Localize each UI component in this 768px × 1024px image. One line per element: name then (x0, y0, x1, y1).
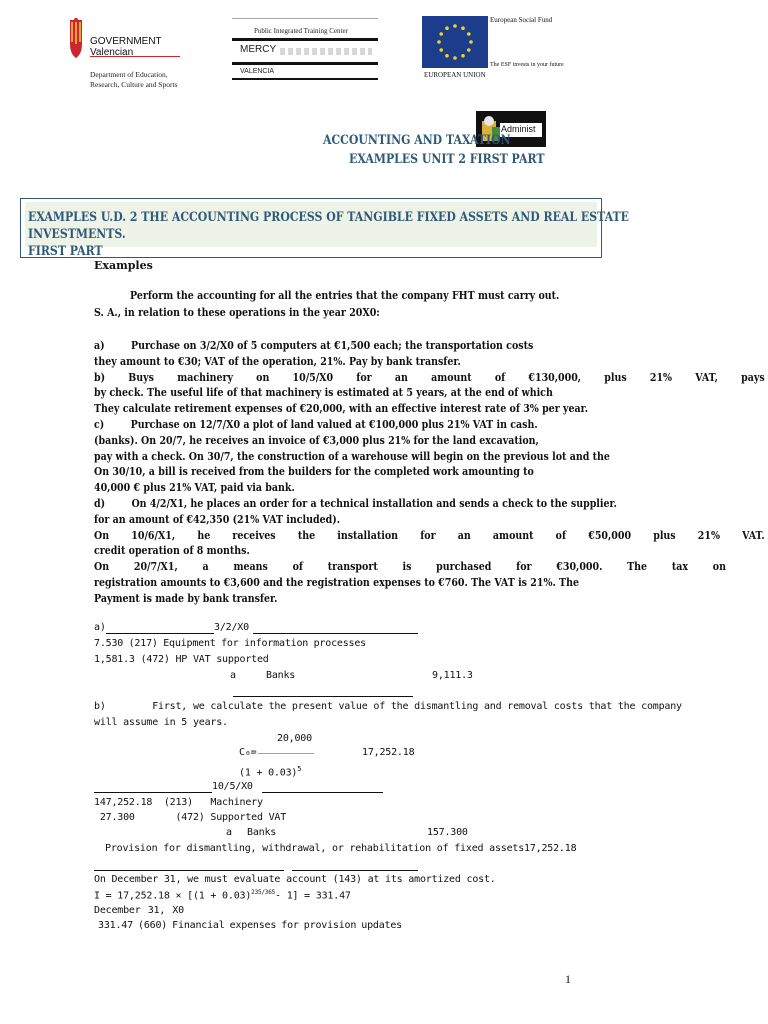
word: for (356, 370, 372, 384)
item-on1-line1 (94, 528, 765, 544)
word: 331.47 (98, 920, 133, 931)
item-c-line3: pay with a check. On 30/7, the construction of a warehouse will begin on the previous lot and the (94, 449, 610, 463)
word: b) (94, 370, 106, 384)
word: transport (327, 560, 378, 574)
word: of (555, 528, 567, 542)
journal-line (94, 792, 212, 793)
formula-c0: C₀= (239, 747, 257, 758)
word: VAT, (695, 370, 718, 384)
journal-line (106, 633, 214, 634)
entry-b-row3-a: a (226, 827, 232, 838)
entry-b-row3-amount: 157.300 (427, 827, 468, 838)
word: processes (313, 638, 366, 649)
word: expenses (229, 920, 277, 931)
entry-b-row3-account: Banks (247, 827, 277, 838)
eu-label: EUROPEAN UNION (424, 71, 486, 79)
entry-a-row1 (94, 638, 366, 649)
formula-numerator: 20,000 (277, 733, 312, 744)
document-subtitle: EXAMPLES UNIT 2 FIRST PART (349, 152, 545, 167)
solution-a-date: 3/2/X0 (214, 622, 249, 633)
item-a-line2: they amount to €30; VAT of the operation, 21%. Pay by bank transfer. (94, 354, 461, 368)
entry-a-row3-a: a (230, 670, 236, 681)
item-b-line3: They calculate retirement expenses of €20,000, with an effective interest rate of 3% per year. (94, 402, 589, 416)
word: plus (653, 528, 676, 542)
word: 21% (697, 528, 720, 542)
esf-label: European Social Fund (490, 16, 553, 24)
word: 10/5/X0 (292, 370, 334, 384)
formula-value: 17,252.18 (362, 747, 415, 758)
item-on2-line1 (94, 559, 726, 575)
entry-b-row4-amount: 17,252.18 (524, 843, 577, 854)
word: 20/7/X1, (133, 560, 178, 574)
word: an (394, 370, 408, 384)
interest-formula-result: - 1] = 331.47 (275, 890, 351, 902)
december-date (94, 905, 184, 916)
word: information (244, 638, 309, 649)
word: (217) (128, 638, 158, 649)
training-center-logo (232, 18, 378, 80)
december-text: On December 31, we must evaluate account (143) at its amortized cost. (94, 874, 496, 885)
word: a (202, 560, 209, 574)
word: 21% (649, 370, 673, 384)
word: the (297, 528, 316, 542)
word: on (712, 560, 726, 574)
word: amount (431, 370, 472, 384)
generalitat-logo (66, 18, 186, 96)
entry-final-row (98, 920, 402, 931)
solution-b-text1: b) First, we calculate the present value of the dismantling and removal costs that the company (94, 701, 682, 712)
word: plus (604, 370, 627, 384)
formula-dots: ........................................................ (258, 750, 314, 756)
word: purchased (436, 560, 492, 574)
word: amount (492, 528, 534, 542)
formula-denominator-base: (1 + 0.03) (239, 767, 298, 779)
item-b-line1 (94, 370, 765, 386)
word: €30,000. (556, 560, 603, 574)
word: for (221, 638, 239, 649)
word: of (494, 370, 506, 384)
word: 7.530 (94, 638, 124, 649)
item-b-line2: by check. The useful life of that machinery is estimated at 5 years, at the end of which (94, 386, 553, 400)
word: for (516, 560, 532, 574)
journal-line (262, 792, 383, 793)
section-title-line2: FIRST PART (28, 244, 103, 259)
entry-a-row3-account: Banks (266, 670, 296, 681)
journal-line (253, 633, 418, 634)
word: Financial (172, 920, 225, 931)
word: €50,000 (588, 528, 632, 542)
solution-b-text2: will assume in 5 years. (94, 717, 228, 728)
solution-a-label: a) (94, 622, 106, 633)
interest-exponent: 235/365 (251, 889, 276, 896)
item-on1-line2: credit operation of 8 months. (94, 544, 250, 558)
word: provision (303, 920, 357, 931)
item-a-line1: a) Purchase on 3/2/X0 of 5 computers at €1,500 each; the transportation costs (94, 339, 534, 352)
word: December (94, 905, 141, 916)
item-c-line1: c) Purchase on 12/7/X0 a plot of land valued at €100,000 plus 21% VAT in cash. (94, 417, 538, 431)
training-center-title: Public Integrated Training Center (254, 27, 348, 35)
entry-b-row4: Provision for dismantling, withdrawal, or rehabilitation of fixed assets (105, 843, 525, 854)
word: Equipment (163, 638, 216, 649)
entry-a-row2: 1,581.3 (472) HP VAT supported (94, 654, 269, 665)
formula-denominator (239, 765, 301, 778)
name-stripe (280, 48, 372, 55)
word: 10/6/X1, (131, 528, 176, 542)
word: Buys (128, 370, 154, 384)
entry-a-row3-amount: 9,111.3 (432, 670, 473, 681)
training-center-name: MERCY (240, 44, 277, 55)
intro-line1: Perform the accounting for all the entries that the company FHT must carry out. (130, 289, 560, 302)
word: tax (671, 560, 688, 574)
item-on2-line3: Payment is made by bank transfer. (94, 591, 278, 605)
esf-tagline: The ESF invests in your future (490, 62, 564, 68)
gov-line1: GOVERNMENT (90, 36, 162, 47)
word: X0 (172, 905, 184, 916)
item-on2-line2: registration amounts to €3,600 and the registration expenses to €760. The VAT is 21%. The (94, 575, 579, 589)
training-center-city: VALENCIA (240, 68, 275, 75)
document-title: ACCOUNTING AND TAXATION (323, 133, 511, 148)
word: (660) (138, 920, 168, 931)
word: he (197, 528, 211, 542)
item-d-line2: for an amount of €42,350 (21% VAT included). (94, 512, 340, 526)
coat-of-arms-icon (66, 18, 86, 64)
word: receives (232, 528, 276, 542)
word: machinery (177, 370, 233, 384)
entry-b-row2: 27.300 (472) Supported VAT (94, 812, 287, 823)
eu-flag-icon (422, 16, 488, 68)
entry-b-row1: 147,252.18 (213) Machinery (94, 797, 263, 808)
section-title-line1: EXAMPLES U.D. 2 THE ACCOUNTING PROCESS OF TANGIBLE FIXED ASSETS AND REAL ESTATE INVESTMENTS. (28, 210, 629, 242)
section-title (28, 209, 683, 260)
word: The (627, 560, 648, 574)
word: pays (741, 370, 765, 384)
word: on (256, 370, 270, 384)
page-number: 1 (565, 972, 571, 986)
word: means (233, 560, 268, 574)
journal-line (94, 870, 284, 871)
word: is (402, 560, 412, 574)
word: of (292, 560, 303, 574)
word: 31, (147, 905, 166, 916)
problem-statements (94, 338, 765, 607)
item-c-line2: (banks). On 20/7, he receives an invoice of €3,000 plus 21% for the land excavation, (94, 433, 539, 447)
european-union-logo (422, 16, 562, 80)
examples-heading: Examples (94, 259, 153, 272)
word: €130,000, (528, 370, 582, 384)
journal-line (292, 870, 418, 871)
word: installation (337, 528, 399, 542)
item-c-line5: 40,000 € plus 21% VAT, paid via bank. (94, 481, 295, 495)
journal-line (233, 696, 413, 697)
formula-exponent: 5 (297, 765, 302, 773)
word: updates (361, 920, 402, 931)
solution-b-date: 10/5/X0 (212, 781, 253, 792)
dept-line2: Research, Culture and Sports (90, 80, 178, 89)
item-d-line1: d) On 4/2/X1, he places an order for a technical installation and sends a check to the supplier. (94, 496, 617, 510)
item-c-line4: On 30/10, a bill is received from the builders for the completed work amounting to (94, 465, 534, 479)
word: an (457, 528, 471, 542)
word: for (420, 528, 436, 542)
gov-line2: Valencian (90, 47, 134, 58)
dept-line1: Department of Education, (90, 70, 168, 79)
intro-line2: S. A., in relation to these operations in the year 20X0: (94, 306, 380, 319)
word: VAT. (742, 528, 765, 542)
interest-formula-base: I = 17,252.18 × [(1 + 0.03) (94, 890, 252, 902)
word: for (281, 920, 299, 931)
interest-formula (94, 889, 351, 901)
word: On (94, 528, 110, 542)
admin-logo-text: Administ (501, 124, 536, 134)
word: On (94, 560, 110, 574)
